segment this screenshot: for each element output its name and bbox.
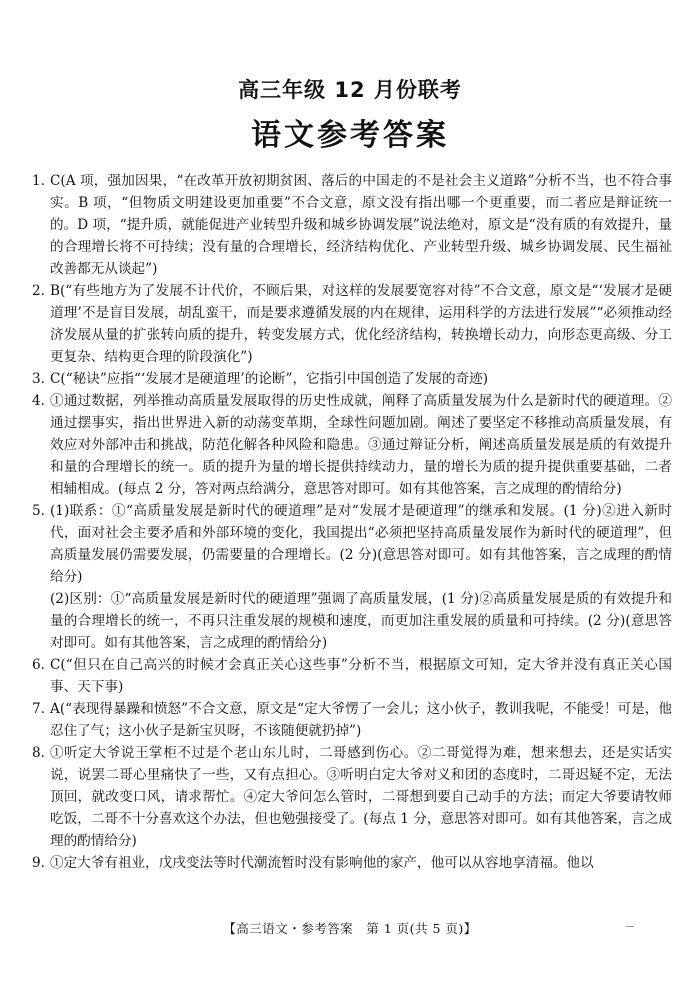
answer-item [32,654,672,698]
answer-list [32,170,672,874]
answer-number: 9. [32,855,45,871]
answer-item [32,698,672,742]
answer-item [32,280,672,368]
answer-number: 6. [32,657,45,673]
answer-item [32,852,672,874]
answer-text: C(A 项，强加因果，“在改革开放初期贫困、落后的中国走的不是社会主义道路”分析不当，也不符合事实。B 项，“但物质文明建设更加重要”不合文意，原文没有指出哪一个更重要，而二者应是辩证统一的。D 项，“提升质，就能促进产业转型升级和城乡协调发展”说法绝对，原文是“没有质的有效提升，量的合理增长将不可持续；没有量的合理增长，经济结构优化、产业转型升级、城乡协调发展、民生福祉改善都无从谈起”) [50,173,672,277]
answer-text: (1)联系：①“高质量发展是新时代的硬道理”是对“发展才是硬道理”的继承和发展。(1 分)②进入新时代，面对社会主要矛盾和外部环境的变化，我国提出“必须把坚持高质量发展作为新时代的硬道理”，但高质量发展仍需要发展，仍需要量的合理增长。(2 分)(意思答对即可。如有其他答案，言之成理的酌情给分) [50,503,672,585]
answer-text: (2)区别：①“高质量发展是新时代的硬道理”强调了高质量发展，(1 分)②高质量发展是质的有效提升和量的合理增长的统一，不再只注重发展的规模和速度，而更加注重发展的质量和可持续。(2 分)(意思答对即可。如有其他答案，言之成理的酌情给分) [50,591,672,651]
answer-item [32,390,672,500]
answer-number: 4. [32,393,45,409]
answer-number: 8. [32,745,45,761]
answer-text: A(“表现得暴躁和愤怒”不合文意，原文是“定大爷愣了一会儿；这小伙子，教训我呢，不能受！可是，他忍住了气；这小伙子是新宝贝呀，不该随便就扔掉”) [50,701,672,739]
answer-item [32,368,672,390]
answer-text: B(“有些地方为了发展不计代价，不顾后果，对这样的发展要宽容对待”不合文意，原文是“‘发展才是硬道理’不是盲目发展，胡乱蛮干，而是要求遵循发展的内在规律，运用科学的方法进行发展”“必须推动经济发展从量的扩张转向质的提升，转变发展方式，优化经济结构，转换增长动力，向形态更高级、分工更复杂、结构更合理的阶段演化”) [50,283,672,365]
answer-item [32,170,672,280]
page-title: 语文参考答案 [251,118,449,153]
answer-text: C(“但只在自己高兴的时候才会真正关心这些事”分析不当，根据原文可知，定大爷并没有真正关心国事、天下事) [50,657,672,695]
answer-item [32,742,672,852]
answer-number: 7. [32,701,45,717]
answer-item [32,500,672,654]
answer-number: 3. [32,371,45,387]
corner-mark [626,926,634,927]
answer-text: C(“秘诀”应指“‘发展才是硬道理’的论断”，它指引中国创造了发展的奇迹) [50,371,489,387]
answer-text: ①听定大爷说王掌柜不过是个老山东儿时，二哥感到伤心。②二哥觉得为难，想来想去，还是实话实说，说罢二哥心里痛快了一些，又有点担心。③听明白定大爷对义和团的态度时，二哥迟疑不定，无法顶回，就改变口风，请求帮忙。④定大爷问怎么管时，二哥想到要自己动手的方法；而定大爷要请牧师吃饭，二哥不十分喜欢这个办法，但也勉强接受了。(每点 1 分，意思答对即可。如有其他答案，言之成理的酌情给分) [50,745,672,849]
answer-number: 1. [32,173,45,189]
answer-number: 5. [32,503,45,519]
answer-number: 2. [32,283,45,299]
exam-title: 高三年级 12 月份联考 [238,78,462,102]
answer-text: ①定大爷有祖业，戊戌变法等时代潮流暂时没有影响他的家产，他可以从容地享清福。他以 [50,855,594,871]
page-footer: 【高三语文・参考答案 第 1 页(共 5 页)】 [223,921,477,936]
answer-text: ①通过数据，列举推动高质量发展取得的历史性成就，阐释了高质量发展为什么是新时代的硬道理。②通过摆事实，指出世界进入新的动荡变革期，全球性问题加剧。阐述了要坚定不移推动高质量发展，有效应对外部冲击和挑战，防范化解各种风险和隐患。③通过辩证分析，阐述高质量发展是质的有效提升和量的合理增长的统一。质的提升为量的增长提供持续动力，量的增长为质的提升提供重要基础，二者相辅相成。(每点 2 分，答对两点给满分，意思答对即可。如有其他答案，言之成理的酌情给分) [50,393,672,497]
